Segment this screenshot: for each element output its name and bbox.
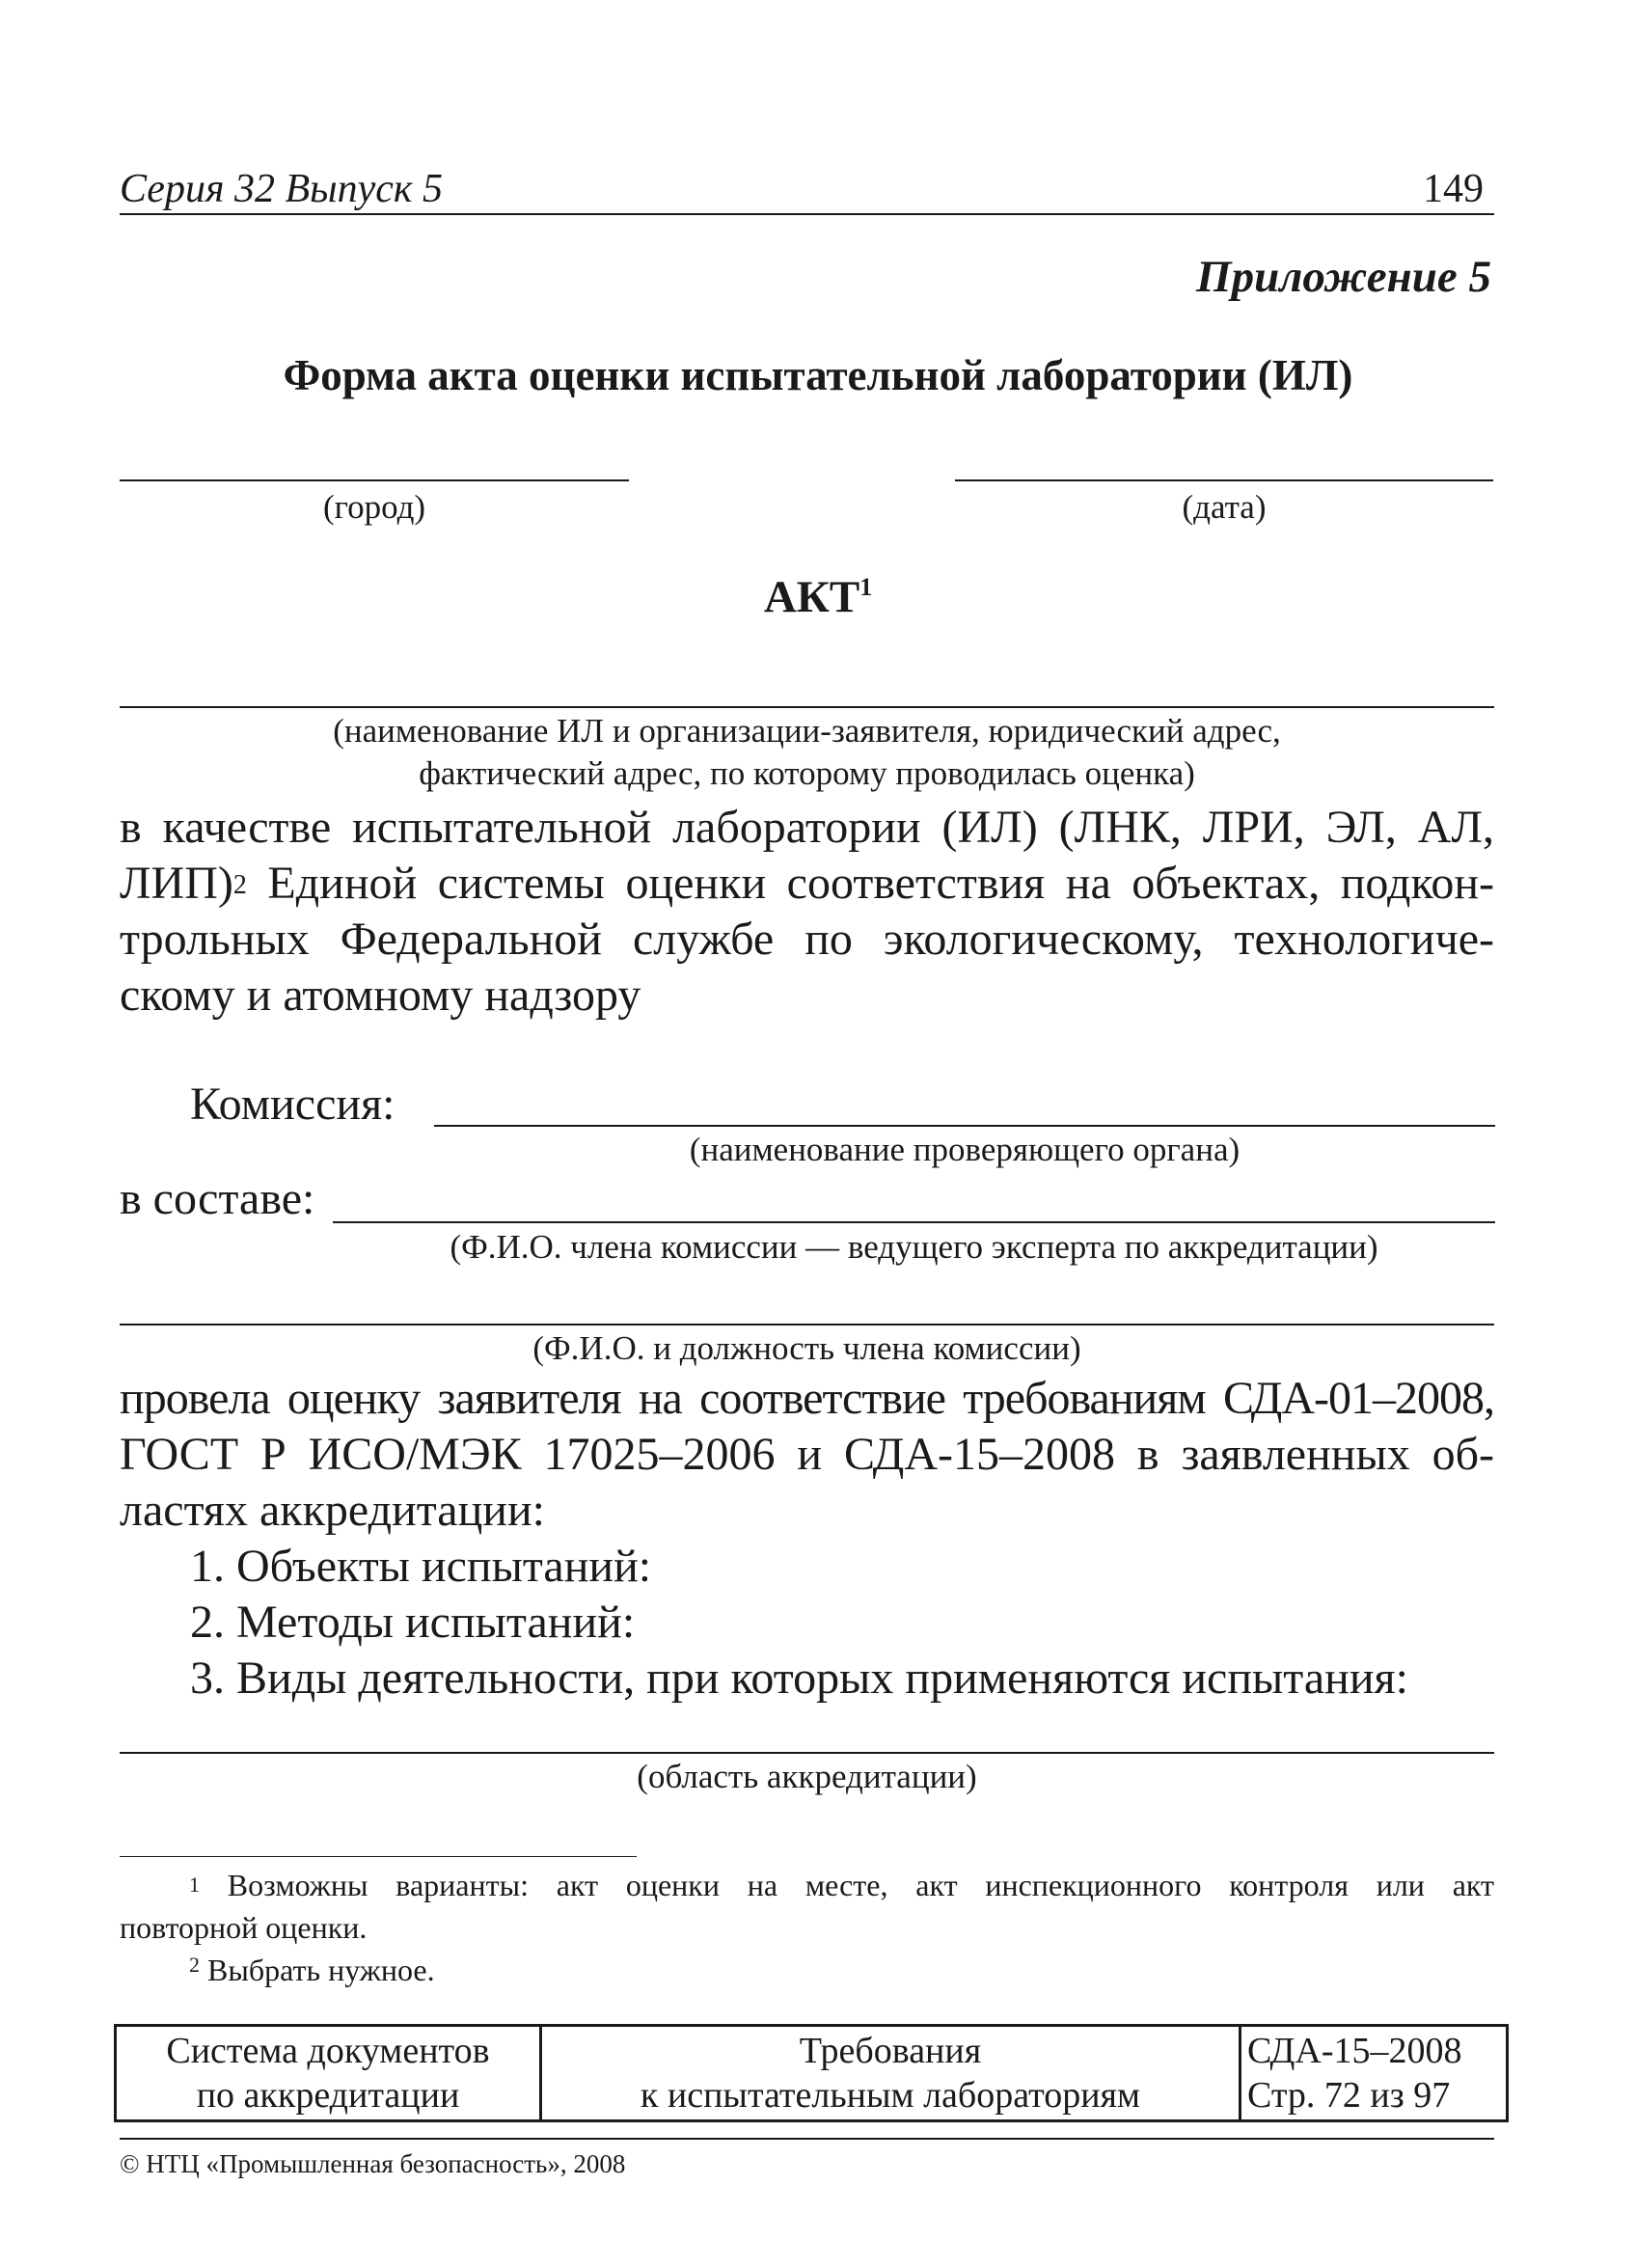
footnote-2-text: Выбрать нужное. bbox=[207, 1953, 435, 1987]
footnote-1-text: Возможны варианты: акт оценки на месте, акт инспекционного контроля или акт bbox=[227, 1868, 1495, 1902]
commission-label: Комиссия: bbox=[190, 1079, 395, 1130]
footnote-2-mark: 2 bbox=[189, 1953, 200, 1977]
page-number: 149 bbox=[1423, 167, 1484, 211]
act-title-text: АКТ bbox=[763, 572, 860, 622]
footnote-2 bbox=[189, 1953, 435, 1988]
document-system-cell bbox=[116, 2026, 541, 2121]
page-of-total: Стр. 72 из 97 bbox=[1247, 2075, 1451, 2116]
requirements-cell bbox=[541, 2026, 1241, 2121]
scope-caption: (область аккредитации) bbox=[637, 1758, 977, 1795]
commission-blank-line bbox=[434, 1125, 1495, 1127]
footnote-1-mark: 1 bbox=[189, 1872, 200, 1897]
lab-caption-line2: фактический адрес, по которому проводилась оценка) bbox=[419, 754, 1195, 792]
lead-expert-caption: (Ф.И.О. члена комиссии — ведущего эксперта по аккредитации) bbox=[450, 1228, 1378, 1266]
assessment-item-2: 2. Методы испытаний: bbox=[190, 1597, 636, 1648]
document-code: СДА-15–2008 bbox=[1247, 2031, 1462, 2071]
assessment-item-3: 3. Виды деятельности, при которых применяются испытания: bbox=[190, 1653, 1408, 1704]
document-system-line1: Система документов bbox=[166, 2031, 490, 2071]
document-system-line2: по аккредитации bbox=[196, 2075, 460, 2116]
lab-name-blank-line bbox=[120, 706, 1494, 708]
body-line-4: скому и атомному надзору bbox=[120, 970, 641, 1021]
city-blank-line bbox=[120, 479, 629, 481]
body-line-3: трольных Федеральной службе по экологическому, технологиче- bbox=[120, 914, 1494, 965]
assessment-line-1: провела оценку заявителя на соответствие требованиям СДА-01–2008, bbox=[120, 1373, 1494, 1424]
footer-rule bbox=[120, 2138, 1494, 2140]
body-line-2-end: Единой системы оценки соответствия на объектах, подкон- bbox=[246, 858, 1494, 909]
appendix-label: Приложение 5 bbox=[1196, 252, 1491, 302]
footnote-1 bbox=[120, 1864, 1494, 1949]
requirements-line2: к испытательным лабораториям bbox=[640, 2075, 1141, 2116]
document-code-cell bbox=[1241, 2026, 1508, 2121]
city-caption: (город) bbox=[322, 488, 426, 526]
copyright-notice: © НТЦ «Промышленная безопасность», 2008 bbox=[120, 2149, 626, 2178]
body-line-1: в качестве испытательной лаборатории (ИЛ) (ЛНК, ЛРИ, ЭЛ, АЛ, bbox=[120, 802, 1494, 853]
act-title bbox=[0, 571, 1636, 623]
lab-caption-line1: (наименование ИЛ и организации-заявителя, юридический адрес, bbox=[333, 712, 1281, 750]
running-header-series: Серия 32 Выпуск 5 bbox=[120, 167, 443, 211]
assessment-paragraph bbox=[120, 1371, 1494, 1539]
members-label: в составе: bbox=[120, 1173, 315, 1224]
document-info-table bbox=[114, 2024, 1509, 2122]
date-blank-line bbox=[955, 479, 1493, 481]
assessment-line-3: ластях аккредитации: bbox=[120, 1485, 545, 1536]
body-line-2-start: ЛИП) bbox=[120, 858, 233, 909]
footnote-1-line2: повторной оценки. bbox=[120, 1910, 368, 1945]
footnote-1-line1 bbox=[120, 1864, 1494, 1906]
member-caption: (Ф.И.О. и должность члена комиссии) bbox=[532, 1329, 1081, 1367]
assessment-item-1: 1. Объекты испытаний: bbox=[190, 1541, 652, 1592]
header-rule bbox=[120, 213, 1494, 215]
footnote-separator bbox=[120, 1856, 637, 1857]
date-caption: (дата) bbox=[1182, 488, 1267, 526]
lead-expert-blank-line bbox=[333, 1221, 1495, 1223]
assessment-line-2: ГОСТ Р ИСО/МЭК 17025–2006 и СДА-15–2008 в заявленных об- bbox=[120, 1429, 1494, 1480]
requirements-line1: Требования bbox=[799, 2031, 982, 2071]
commission-caption: (наименование проверяющего органа) bbox=[689, 1131, 1241, 1168]
body-paragraph bbox=[120, 800, 1494, 1024]
member-blank-line bbox=[120, 1324, 1494, 1325]
act-footnote-mark: 1 bbox=[859, 573, 873, 601]
scope-blank-line bbox=[120, 1752, 1494, 1754]
form-title: Форма акта оценки испытательной лаборатории (ИЛ) bbox=[283, 351, 1353, 399]
body-footnote-mark: 2 bbox=[232, 870, 247, 900]
body-line-2 bbox=[120, 856, 1494, 912]
